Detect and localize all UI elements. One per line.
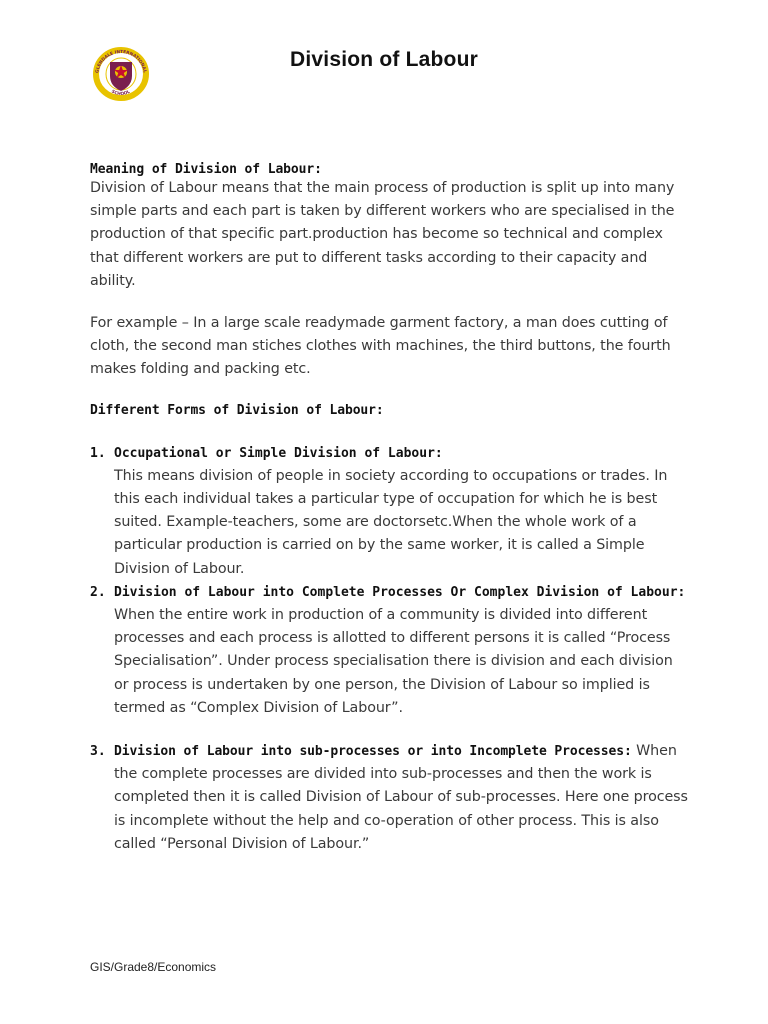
logo-ring-text-bottom: SCHOOL: [110, 89, 132, 98]
forms-list: [90, 442, 690, 856]
list-item-number: 3.: [90, 744, 106, 760]
list-item-text: When the complete processes are divided into sub-processes and then the work is completed then it is called Division of Labour of sub-processes. Here one process is incomplete without the help and co-operation of other process. This is also called “Personal Division of Labour.”: [114, 743, 688, 852]
list-item: [90, 740, 690, 856]
page-footer: GIS/Grade8/Economics: [90, 960, 217, 974]
example-paragraph: For example – In a large scale readymade garment factory, a man does cutting of cloth, the second man stiches clothes with machines, the third buttons, the fourth makes folding and packing etc.: [90, 315, 671, 378]
section-heading-meaning: Meaning of Division of Labour:: [90, 162, 322, 177]
list-item-text: This means division of people in society according to occupations or trades. In this each individual takes a particular type of occupation for which he is best suited. Example-teachers, some are doctorsetc.When the whole work of a particular production is carried on by the same worker, it is called a Simple Division of Labour.: [114, 467, 668, 577]
list-item-title: Occupational or Simple Division of Labour:: [114, 445, 443, 461]
list-item-text-with-title: [114, 740, 690, 856]
document-title: Division of Labour: [290, 48, 478, 71]
list-item: [90, 581, 690, 720]
list-item-title: Division of Labour into Complete Processes Or Complex Division of Labour:: [114, 584, 686, 600]
meaning-paragraph: Division of Labour means that the main process of production is split up into many simple parts and each part is taken by different workers who are specialised in the production of that specific part.production has become so technical and complex that different workers are put to different tasks according to their capacity and ability.: [90, 180, 675, 289]
logo-ring-text-top: GLENDALE INTERNATIONAL: [95, 49, 147, 74]
list-item-number: 2.: [90, 584, 106, 600]
document-body: [90, 160, 690, 856]
list-item: [90, 442, 690, 581]
list-item-number: 1.: [90, 445, 106, 461]
list-item-title: Division of Labour into sub-processes or into Incomplete Processes:: [114, 744, 632, 760]
section-heading-forms: Different Forms of Division of Labour:: [90, 402, 384, 418]
list-item-text: When the entire work in production of a community is divided into different processes and each process is allotted to different persons it is called “Process Specialisation”. Under process specialisation there is division and each division or process is undertaken by one person, the Division of Labour so implied is termed as “Complex Division of Labour”.: [114, 607, 673, 716]
